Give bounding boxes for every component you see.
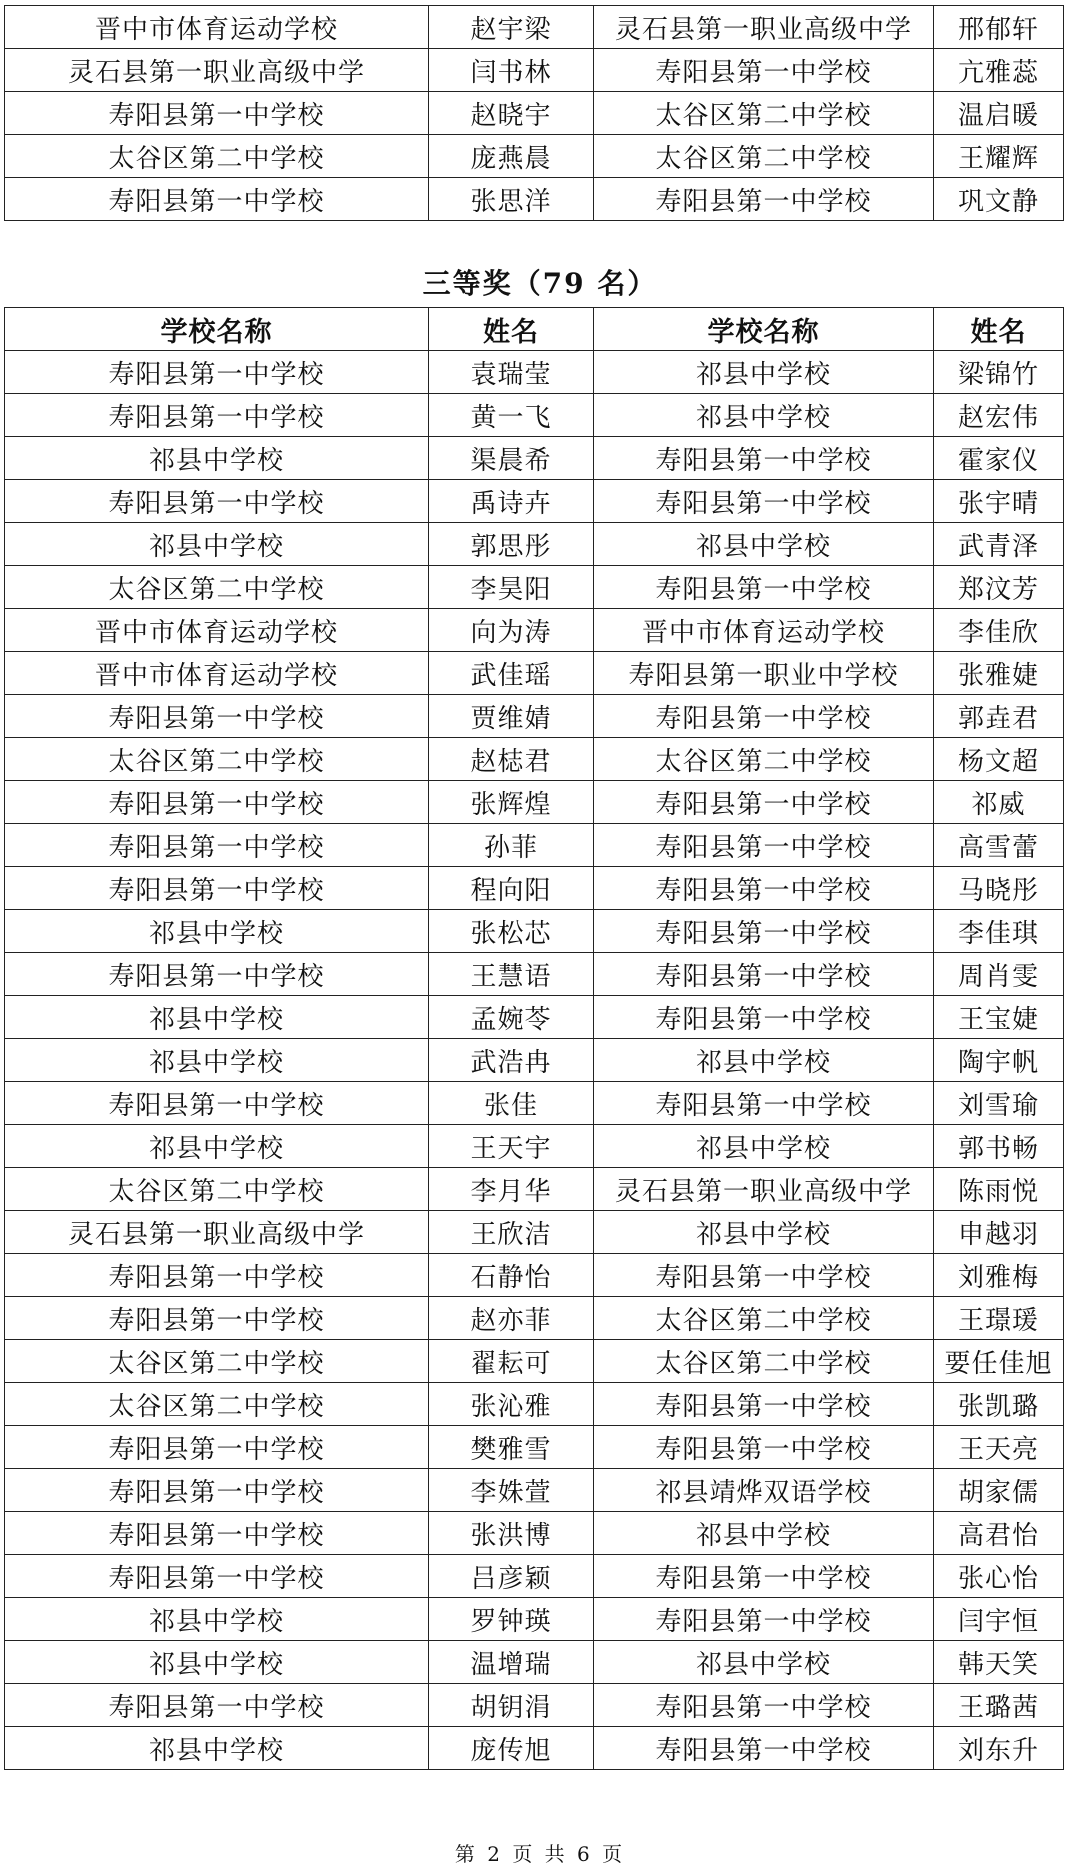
school-cell: 太谷区第二中学校 <box>594 1297 934 1340</box>
school-cell: 寿阳县第一中学校 <box>594 781 934 824</box>
table-row <box>5 695 1064 738</box>
name-cell: 霍家仪 <box>934 437 1064 480</box>
table-header-row <box>5 308 1064 351</box>
name-cell: 马晓彤 <box>934 867 1064 910</box>
name-cell: 张沁雅 <box>429 1383 594 1426</box>
name-cell: 韩天笑 <box>934 1641 1064 1684</box>
name-cell: 李姝萱 <box>429 1469 594 1512</box>
table-row <box>5 1727 1064 1770</box>
table-row <box>5 1426 1064 1469</box>
table-row <box>5 910 1064 953</box>
school-cell: 寿阳县第一中学校 <box>594 953 934 996</box>
school-cell: 祁县中学校 <box>5 437 429 480</box>
table-row <box>5 781 1064 824</box>
table-row <box>5 867 1064 910</box>
name-cell: 刘雪瑜 <box>934 1082 1064 1125</box>
school-cell: 太谷区第二中学校 <box>594 135 934 178</box>
header-name-1: 姓名 <box>429 308 594 351</box>
school-cell: 太谷区第二中学校 <box>5 1340 429 1383</box>
name-cell: 祁威 <box>934 781 1064 824</box>
table-row <box>5 652 1064 695</box>
school-cell: 寿阳县第一中学校 <box>594 1254 934 1297</box>
name-cell: 要任佳旭 <box>934 1340 1064 1383</box>
name-cell: 温增瑞 <box>429 1641 594 1684</box>
school-cell: 寿阳县第一中学校 <box>594 1426 934 1469</box>
name-cell: 王璟瑗 <box>934 1297 1064 1340</box>
school-cell: 寿阳县第一中学校 <box>5 92 429 135</box>
school-cell: 祁县中学校 <box>5 996 429 1039</box>
name-cell: 翟耘可 <box>429 1340 594 1383</box>
table-row <box>5 437 1064 480</box>
table-row <box>5 178 1064 221</box>
name-cell: 武青泽 <box>934 523 1064 566</box>
school-cell: 晋中市体育运动学校 <box>5 652 429 695</box>
school-cell: 寿阳县第一中学校 <box>5 1469 429 1512</box>
table-row <box>5 1125 1064 1168</box>
name-cell: 袁瑞莹 <box>429 351 594 394</box>
name-cell: 樊雅雪 <box>429 1426 594 1469</box>
name-cell: 杨文超 <box>934 738 1064 781</box>
name-cell: 温启暖 <box>934 92 1064 135</box>
school-cell: 太谷区第二中学校 <box>594 738 934 781</box>
name-cell: 王天亮 <box>934 1426 1064 1469</box>
table-row <box>5 135 1064 178</box>
name-cell: 武浩冉 <box>429 1039 594 1082</box>
school-cell: 祁县中学校 <box>594 1039 934 1082</box>
table-row <box>5 1340 1064 1383</box>
previous-award-table <box>4 5 1064 221</box>
name-cell: 郭书畅 <box>934 1125 1064 1168</box>
school-cell: 祁县中学校 <box>5 1125 429 1168</box>
name-cell: 王璐茜 <box>934 1684 1064 1727</box>
school-cell: 寿阳县第一中学校 <box>5 1082 429 1125</box>
school-cell: 寿阳县第一中学校 <box>594 996 934 1039</box>
school-cell: 寿阳县第一中学校 <box>594 178 934 221</box>
table-row <box>5 1211 1064 1254</box>
school-cell: 祁县中学校 <box>5 1039 429 1082</box>
school-cell: 祁县中学校 <box>5 1641 429 1684</box>
school-cell: 晋中市体育运动学校 <box>5 609 429 652</box>
section-title: 三等奖（79 名） <box>422 267 658 300</box>
name-cell: 赵宏伟 <box>934 394 1064 437</box>
third-prize-table-body <box>5 351 1064 1770</box>
school-cell: 寿阳县第一中学校 <box>5 695 429 738</box>
table-row <box>5 1684 1064 1727</box>
school-cell: 祁县靖烨双语学校 <box>594 1469 934 1512</box>
table-row <box>5 566 1064 609</box>
name-cell: 邢郁轩 <box>934 6 1064 49</box>
school-cell: 寿阳县第一中学校 <box>5 781 429 824</box>
name-cell: 陈雨悦 <box>934 1168 1064 1211</box>
school-cell: 祁县中学校 <box>594 394 934 437</box>
school-cell: 寿阳县第一中学校 <box>5 178 429 221</box>
table-row <box>5 1082 1064 1125</box>
school-cell: 太谷区第二中学校 <box>5 566 429 609</box>
name-cell: 孟婉苓 <box>429 996 594 1039</box>
name-cell: 武佳瑶 <box>429 652 594 695</box>
school-cell: 祁县中学校 <box>5 910 429 953</box>
school-cell: 寿阳县第一职业中学校 <box>594 652 934 695</box>
name-cell: 王欣洁 <box>429 1211 594 1254</box>
table-row <box>5 996 1064 1039</box>
name-cell: 张凯璐 <box>934 1383 1064 1426</box>
name-cell: 庞传旭 <box>429 1727 594 1770</box>
name-cell: 张辉煌 <box>429 781 594 824</box>
name-cell: 王天宇 <box>429 1125 594 1168</box>
school-cell: 寿阳县第一中学校 <box>594 1727 934 1770</box>
table-row <box>5 92 1064 135</box>
name-cell: 亢雅蕊 <box>934 49 1064 92</box>
table-row <box>5 49 1064 92</box>
header-name-2: 姓名 <box>934 308 1064 351</box>
table-row <box>5 1469 1064 1512</box>
school-cell: 寿阳县第一中学校 <box>5 824 429 867</box>
name-cell: 张宇晴 <box>934 480 1064 523</box>
name-cell: 贾维婧 <box>429 695 594 738</box>
table-row <box>5 1254 1064 1297</box>
school-cell: 寿阳县第一中学校 <box>594 824 934 867</box>
school-cell: 晋中市体育运动学校 <box>594 609 934 652</box>
school-cell: 太谷区第二中学校 <box>594 1340 934 1383</box>
school-cell: 太谷区第二中学校 <box>5 135 429 178</box>
table-row <box>5 609 1064 652</box>
name-cell: 赵宇梁 <box>429 6 594 49</box>
school-cell: 灵石县第一职业高级中学 <box>594 6 934 49</box>
school-cell: 寿阳县第一中学校 <box>594 49 934 92</box>
name-cell: 庞燕晨 <box>429 135 594 178</box>
table-row <box>5 1512 1064 1555</box>
school-cell: 祁县中学校 <box>594 523 934 566</box>
school-cell: 寿阳县第一中学校 <box>594 695 934 738</box>
school-cell: 太谷区第二中学校 <box>594 92 934 135</box>
name-cell: 李佳欣 <box>934 609 1064 652</box>
table-row <box>5 351 1064 394</box>
name-cell: 巩文静 <box>934 178 1064 221</box>
school-cell: 寿阳县第一中学校 <box>594 1082 934 1125</box>
school-cell: 寿阳县第一中学校 <box>5 351 429 394</box>
name-cell: 石静怡 <box>429 1254 594 1297</box>
name-cell: 李月华 <box>429 1168 594 1211</box>
school-cell: 寿阳县第一中学校 <box>594 566 934 609</box>
name-cell: 张思洋 <box>429 178 594 221</box>
name-cell: 张松芯 <box>429 910 594 953</box>
school-cell: 寿阳县第一中学校 <box>5 1512 429 1555</box>
school-cell: 祁县中学校 <box>594 1211 934 1254</box>
name-cell: 李佳琪 <box>934 910 1064 953</box>
name-cell: 王耀辉 <box>934 135 1064 178</box>
school-cell: 寿阳县第一中学校 <box>594 910 934 953</box>
school-cell: 灵石县第一职业高级中学 <box>5 1211 429 1254</box>
name-cell: 吕彦颖 <box>429 1555 594 1598</box>
name-cell: 郭思彤 <box>429 523 594 566</box>
school-cell: 寿阳县第一中学校 <box>5 1254 429 1297</box>
name-cell: 刘雅梅 <box>934 1254 1064 1297</box>
school-cell: 寿阳县第一中学校 <box>594 1383 934 1426</box>
table-row <box>5 480 1064 523</box>
school-cell: 太谷区第二中学校 <box>5 1168 429 1211</box>
name-cell: 刘东升 <box>934 1727 1064 1770</box>
table-row <box>5 1641 1064 1684</box>
table-row <box>5 738 1064 781</box>
school-cell: 寿阳县第一中学校 <box>594 1555 934 1598</box>
name-cell: 闫宇恒 <box>934 1598 1064 1641</box>
name-cell: 张心怡 <box>934 1555 1064 1598</box>
school-cell: 寿阳县第一中学校 <box>594 1684 934 1727</box>
name-cell: 陶宇帆 <box>934 1039 1064 1082</box>
name-cell: 禹诗卉 <box>429 480 594 523</box>
school-cell: 寿阳县第一中学校 <box>594 480 934 523</box>
school-cell: 寿阳县第一中学校 <box>5 394 429 437</box>
table-row <box>5 6 1064 49</box>
name-cell: 黄一飞 <box>429 394 594 437</box>
table-row <box>5 824 1064 867</box>
name-cell: 闫书林 <box>429 49 594 92</box>
school-cell: 寿阳县第一中学校 <box>5 1297 429 1340</box>
school-cell: 寿阳县第一中学校 <box>594 1598 934 1641</box>
table-row <box>5 953 1064 996</box>
school-cell: 祁县中学校 <box>594 1125 934 1168</box>
school-cell: 太谷区第二中学校 <box>5 738 429 781</box>
name-cell: 张洪博 <box>429 1512 594 1555</box>
table-row <box>5 1598 1064 1641</box>
name-cell: 张雅婕 <box>934 652 1064 695</box>
school-cell: 寿阳县第一中学校 <box>594 867 934 910</box>
name-cell: 周肖雯 <box>934 953 1064 996</box>
school-cell: 祁县中学校 <box>594 1512 934 1555</box>
school-cell: 祁县中学校 <box>594 1641 934 1684</box>
name-cell: 渠晨希 <box>429 437 594 480</box>
table-row <box>5 1297 1064 1340</box>
name-cell: 向为涛 <box>429 609 594 652</box>
school-cell: 晋中市体育运动学校 <box>5 6 429 49</box>
school-cell: 寿阳县第一中学校 <box>5 1555 429 1598</box>
table-row <box>5 1039 1064 1082</box>
header-school-2: 学校名称 <box>594 308 934 351</box>
third-prize-table <box>4 307 1064 1770</box>
name-cell: 罗钟瑛 <box>429 1598 594 1641</box>
school-cell: 寿阳县第一中学校 <box>5 480 429 523</box>
name-cell: 郭垚君 <box>934 695 1064 738</box>
name-cell: 张佳 <box>429 1082 594 1125</box>
name-cell: 胡家儒 <box>934 1469 1064 1512</box>
school-cell: 太谷区第二中学校 <box>5 1383 429 1426</box>
school-cell: 祁县中学校 <box>5 523 429 566</box>
page-footer: 第 2 页 共 6 页 <box>454 1842 626 1866</box>
table-row <box>5 1555 1064 1598</box>
header-school-1: 学校名称 <box>5 308 429 351</box>
name-cell: 李昊阳 <box>429 566 594 609</box>
table-row <box>5 523 1064 566</box>
school-cell: 祁县中学校 <box>5 1598 429 1641</box>
name-cell: 赵晓宇 <box>429 92 594 135</box>
school-cell: 寿阳县第一中学校 <box>5 953 429 996</box>
school-cell: 灵石县第一职业高级中学 <box>594 1168 934 1211</box>
school-cell: 祁县中学校 <box>594 351 934 394</box>
name-cell: 郑汶芳 <box>934 566 1064 609</box>
name-cell: 胡钥涓 <box>429 1684 594 1727</box>
name-cell: 梁锦竹 <box>934 351 1064 394</box>
name-cell: 高君怡 <box>934 1512 1064 1555</box>
school-cell: 寿阳县第一中学校 <box>5 1684 429 1727</box>
name-cell: 王慧语 <box>429 953 594 996</box>
name-cell: 孙菲 <box>429 824 594 867</box>
table-row <box>5 394 1064 437</box>
school-cell: 祁县中学校 <box>5 1727 429 1770</box>
name-cell: 王宝婕 <box>934 996 1064 1039</box>
school-cell: 寿阳县第一中学校 <box>5 1426 429 1469</box>
name-cell: 赵梽君 <box>429 738 594 781</box>
name-cell: 高雪蕾 <box>934 824 1064 867</box>
name-cell: 赵亦菲 <box>429 1297 594 1340</box>
name-cell: 程向阳 <box>429 867 594 910</box>
school-cell: 灵石县第一职业高级中学 <box>5 49 429 92</box>
previous-award-table-body <box>5 6 1064 221</box>
table-row <box>5 1383 1064 1426</box>
table-row <box>5 1168 1064 1211</box>
school-cell: 寿阳县第一中学校 <box>594 437 934 480</box>
name-cell: 申越羽 <box>934 1211 1064 1254</box>
school-cell: 寿阳县第一中学校 <box>5 867 429 910</box>
